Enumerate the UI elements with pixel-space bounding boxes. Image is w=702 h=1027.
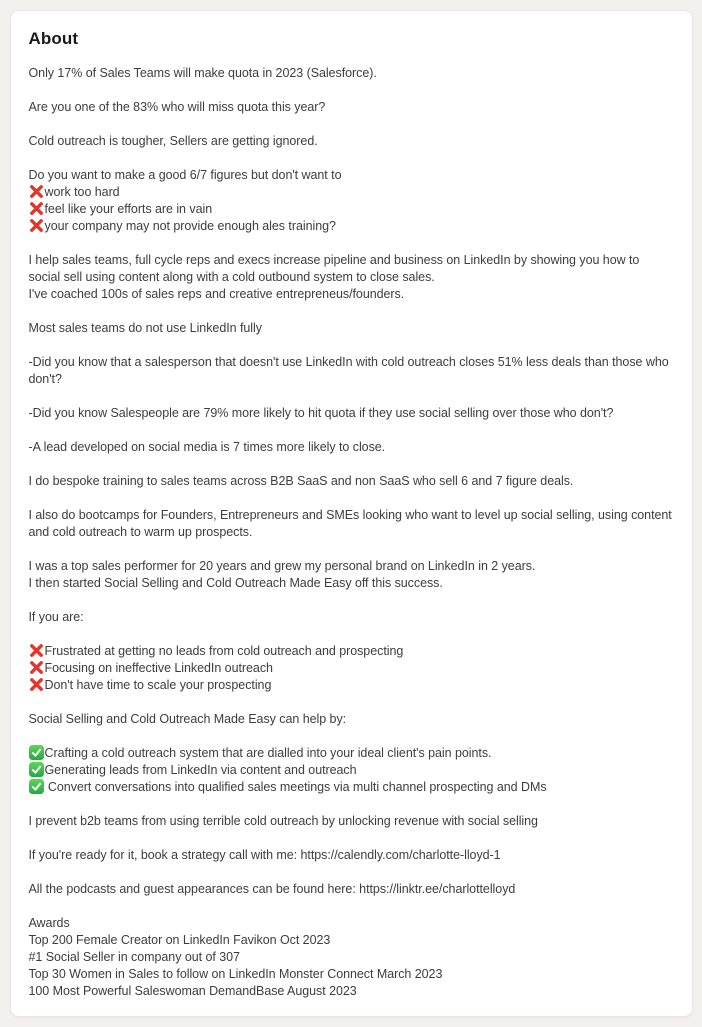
calendly-link[interactable]: https://calendly.com/charlotte-lloyd-1 xyxy=(300,848,501,862)
text-line xyxy=(29,966,674,983)
text-line xyxy=(29,609,674,626)
text-line xyxy=(29,558,674,575)
text-line xyxy=(29,252,674,286)
text-line xyxy=(29,745,674,762)
line-text: Only 17% of Sales Teams will make quota in 2023 (Salesforce). xyxy=(28,66,377,80)
paragraph xyxy=(29,558,674,592)
line-text: -A lead developed on social media is 7 times more likely to close. xyxy=(28,440,386,454)
text-line xyxy=(29,99,674,116)
text-line xyxy=(29,660,674,677)
paragraph xyxy=(29,915,674,1000)
text-line xyxy=(29,762,674,779)
text-line xyxy=(29,201,674,218)
paragraph xyxy=(29,881,674,898)
cross-mark-icon xyxy=(29,218,44,233)
line-text: If you are: xyxy=(28,610,84,624)
text-line xyxy=(29,813,674,830)
text-line xyxy=(29,184,674,201)
text-line xyxy=(29,932,674,949)
line-text: I help sales teams, full cycle reps and execs increase pipeline and business on LinkedIn by showing you how to social sell using content along with a cold outbound system to close sales. xyxy=(28,253,640,284)
paragraph xyxy=(29,745,674,796)
paragraph xyxy=(29,405,674,422)
paragraph xyxy=(29,813,674,830)
paragraph xyxy=(29,167,674,235)
paragraph xyxy=(29,65,674,82)
text-line xyxy=(29,218,674,235)
text-line xyxy=(29,354,674,388)
text-line xyxy=(29,881,674,898)
text-line xyxy=(29,949,674,966)
line-text: work too hard xyxy=(44,185,120,199)
paragraph xyxy=(29,473,674,490)
line-text: All the podcasts and guest appearances can be found here: xyxy=(28,882,360,896)
paragraph xyxy=(29,354,674,388)
line-text: I was a top sales performer for 20 years and grew my personal brand on LinkedIn in 2 years. xyxy=(28,559,536,573)
paragraph xyxy=(29,609,674,626)
line-text: I do bespoke training to sales teams across B2B SaaS and non SaaS who sell 6 and 7 figure deals. xyxy=(28,474,574,488)
paragraph xyxy=(29,439,674,456)
linktree-link[interactable]: https://linktr.ee/charlottelloyd xyxy=(359,882,516,896)
cross-mark-icon xyxy=(29,677,44,692)
line-text: If you're ready for it, book a strategy call with me: xyxy=(28,848,301,862)
paragraph xyxy=(29,99,674,116)
line-text: Frustrated at getting no leads from cold outreach and prospecting xyxy=(44,644,404,658)
line-text: Crafting a cold outreach system that are dialled into your ideal client's pain points. xyxy=(44,746,492,760)
check-mark-icon xyxy=(29,779,44,794)
paragraph xyxy=(29,133,674,150)
line-text: Generating leads from LinkedIn via content and outreach xyxy=(44,763,357,777)
text-line xyxy=(29,779,674,796)
check-mark-icon xyxy=(29,745,44,760)
paragraph xyxy=(29,643,674,694)
line-text: Awards xyxy=(28,916,70,930)
text-line xyxy=(29,983,674,1000)
paragraph xyxy=(29,320,674,337)
paragraph xyxy=(29,252,674,303)
line-text: I prevent b2b teams from using terrible cold outreach by unlocking revenue with social selling xyxy=(28,814,538,828)
paragraph xyxy=(29,507,674,541)
text-line xyxy=(29,847,674,864)
line-text: Cold outreach is tougher, Sellers are getting ignored. xyxy=(28,134,318,148)
line-text: Social Selling and Cold Outreach Made Easy can help by: xyxy=(28,712,347,726)
line-text: I've coached 100s of sales reps and creative entrepreneus/founders. xyxy=(28,287,405,301)
line-text: -Did you know Salespeople are 79% more likely to hit quota if they use social selling over those who don't? xyxy=(28,406,614,420)
line-text: Focusing on ineffective LinkedIn outreach xyxy=(44,661,273,675)
text-line xyxy=(29,320,674,337)
text-line xyxy=(29,711,674,728)
text-line xyxy=(29,575,674,592)
text-line xyxy=(29,915,674,932)
cross-mark-icon xyxy=(29,643,44,658)
paragraph xyxy=(29,847,674,864)
line-text: Convert conversations into qualified sales meetings via multi channel prospecting and DMs xyxy=(44,780,547,794)
about-content xyxy=(29,65,674,1000)
line-text: Are you one of the 83% who will miss quota this year? xyxy=(28,100,326,114)
cross-mark-icon xyxy=(29,201,44,216)
line-text: Don't have time to scale your prospecting xyxy=(44,678,272,692)
check-mark-icon xyxy=(29,762,44,777)
paragraph xyxy=(29,711,674,728)
line-text: Top 200 Female Creator on LinkedIn Favikon Oct 2023 xyxy=(28,933,331,947)
text-line xyxy=(29,167,674,184)
line-text: -Did you know that a salesperson that doesn't use LinkedIn with cold outreach closes 51% less deals than those who don't? xyxy=(28,355,669,386)
text-line xyxy=(29,643,674,660)
section-title: About xyxy=(28,29,79,48)
line-text: I also do bootcamps for Founders, Entrepreneurs and SMEs looking who want to level up social selling, using content and cold outreach to warm up prospects. xyxy=(28,508,672,539)
line-text: I then started Social Selling and Cold Outreach Made Easy off this success. xyxy=(28,576,443,590)
line-text: Do you want to make a good 6/7 figures but don't want to xyxy=(28,168,342,182)
text-line xyxy=(29,133,674,150)
text-line xyxy=(29,405,674,422)
text-line xyxy=(29,507,674,541)
cross-mark-icon xyxy=(29,660,44,675)
text-line xyxy=(29,286,674,303)
line-text: 100 Most Powerful Saleswoman DemandBase August 2023 xyxy=(28,984,357,998)
text-line xyxy=(29,439,674,456)
text-line xyxy=(29,473,674,490)
line-text: #1 Social Seller in company out of 307 xyxy=(28,950,240,964)
text-line xyxy=(29,65,674,82)
about-card xyxy=(10,10,693,1017)
text-line xyxy=(29,677,674,694)
line-text: Top 30 Women in Sales to follow on LinkedIn Monster Connect March 2023 xyxy=(28,967,443,981)
cross-mark-icon xyxy=(29,184,44,199)
line-text: your company may not provide enough ales training? xyxy=(44,219,336,233)
line-text: Most sales teams do not use LinkedIn fully xyxy=(28,321,262,335)
line-text: feel like your efforts are in vain xyxy=(44,202,213,216)
